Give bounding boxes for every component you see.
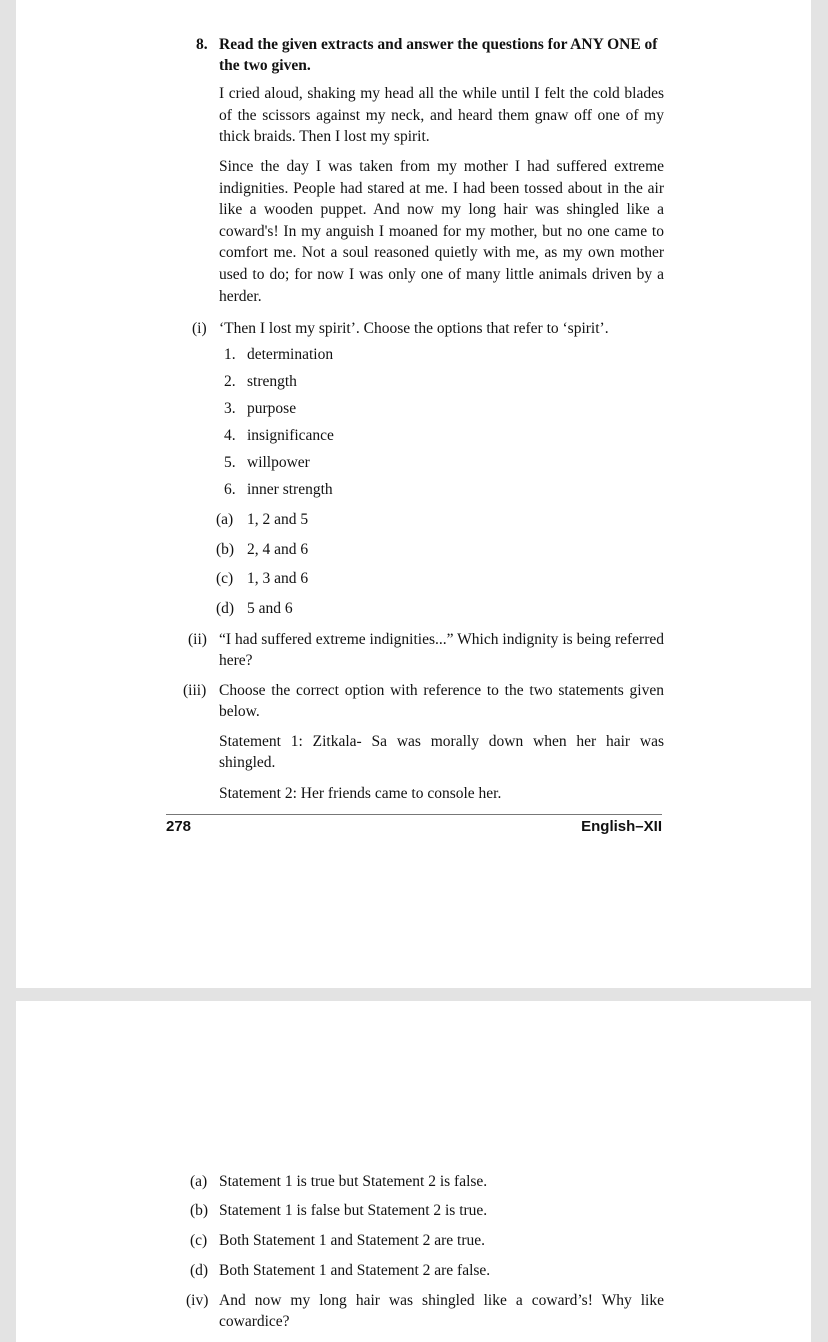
sub-question-label: (iv) (186, 1292, 209, 1309)
question-number: 8. (196, 36, 208, 53)
sub-question-text: And now my long hair was shingled like a coward’s! Why like cowardice? (219, 1292, 664, 1330)
extract-paragraph-2: Since the day I was taken from my mother I had suffered extreme indignities. People had stared at me. I had been tossed about in the air like a wooden puppet. And now my long hair was shingled like a coward's! In my anguish I moaned for my mother, but no one came to comfort me. Not a soul reasoned quietly with me, as my own mother used to do; for now I was only one of many little animals driven by a herder. (219, 158, 664, 305)
sub-question-text: “I had suffered extreme indignities...” Which indignity is being referred here? (219, 631, 664, 669)
sub-question-label: (i) (192, 320, 207, 337)
option-label: (a) (216, 511, 234, 528)
statement-2: Statement 2: Her friends came to console her. (219, 785, 502, 802)
item-text: determination (247, 346, 334, 363)
option-text: 2, 4 and 6 (247, 541, 309, 558)
statement-1: Statement 1: Zitkala- Sa was morally down when her hair was shingled. (219, 733, 664, 771)
option-label: (a) (190, 1173, 208, 1190)
item-number: 2. (224, 373, 236, 390)
option-label: (d) (216, 600, 235, 617)
book-title: English–XII (581, 818, 662, 835)
item-number: 4. (224, 427, 236, 444)
option-label: (d) (190, 1262, 209, 1279)
option-text: Statement 1 is false but Statement 2 is true. (219, 1202, 488, 1219)
item-text: insignificance (247, 427, 334, 444)
sub-question-text: Choose the correct option with reference to the two statements given below. (219, 682, 664, 720)
question-8-heading (196, 34, 666, 76)
option-label: (b) (216, 541, 235, 558)
item-text: willpower (247, 454, 310, 471)
page-number: 278 (166, 818, 192, 835)
option-text: Statement 1 is true but Statement 2 is false. (219, 1173, 488, 1190)
page-2 (16, 1001, 811, 1342)
option-text: 1, 2 and 5 (247, 511, 309, 528)
footer-divider (166, 814, 662, 815)
item-number: 6. (224, 481, 236, 498)
sub-question-label: (iii) (183, 682, 207, 699)
extract-paragraph-1: I cried aloud, shaking my head all the while until I felt the cold blades of the scissors against my neck, and heard them gnaw off one of my thick braids. Then I lost my spirit. (219, 85, 664, 146)
item-text: strength (247, 373, 297, 390)
sub-question-label: (ii) (188, 631, 207, 648)
option-text: 5 and 6 (247, 600, 293, 617)
page-1 (16, 0, 811, 988)
option-text: Both Statement 1 and Statement 2 are true. (219, 1232, 486, 1249)
option-text: 1, 3 and 6 (247, 570, 309, 587)
question-instruction: Read the given extracts and answer the questions for ANY ONE of the two given. (219, 36, 658, 74)
option-label: (c) (190, 1232, 208, 1249)
item-number: 1. (224, 346, 236, 363)
item-text: purpose (247, 400, 297, 417)
item-text: inner strength (247, 481, 333, 498)
option-text: Both Statement 1 and Statement 2 are false. (219, 1262, 491, 1279)
option-label: (b) (190, 1202, 209, 1219)
item-number: 5. (224, 454, 236, 471)
option-label: (c) (216, 570, 234, 587)
item-number: 3. (224, 400, 236, 417)
sub-question-text: ‘Then I lost my spirit’. Choose the options that refer to ‘spirit’. (219, 320, 609, 337)
